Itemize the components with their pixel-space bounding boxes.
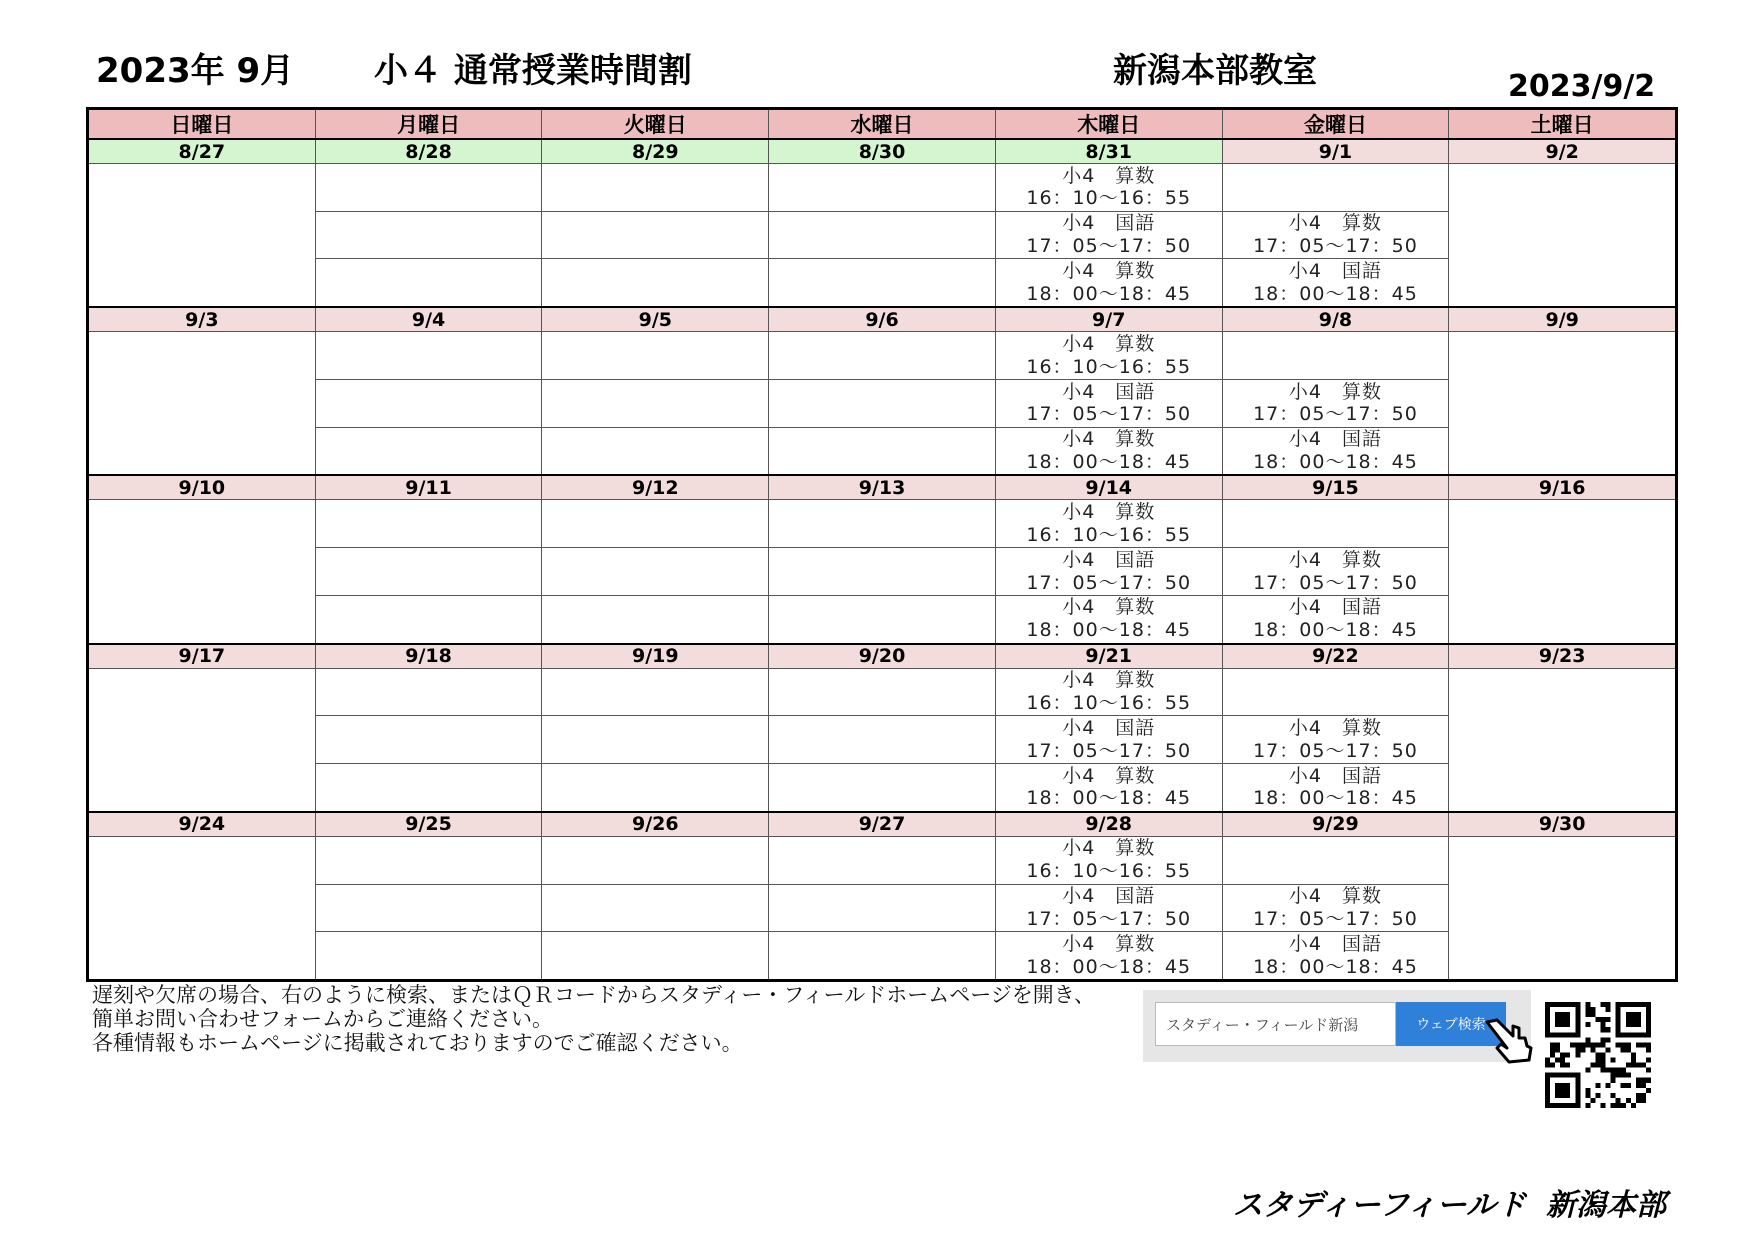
web-search-button[interactable]: ウェブ検索 [1396,1002,1506,1046]
date-cell: 8/31 [996,140,1223,163]
lesson-slot [542,259,768,306]
lesson-slot [769,500,995,548]
lesson-slot [542,428,768,475]
date-cell: 9/19 [542,645,769,668]
weekday-header: 月曜日 [316,110,543,138]
lesson-subject: 小4 国語 [1288,260,1382,283]
day-column [996,837,1223,979]
lesson-slot [996,500,1222,548]
lesson-slot [1223,716,1449,764]
lesson-subject: 小4 算数 [1288,716,1382,739]
day-column [1223,164,1450,306]
date-cell: 9/21 [996,645,1223,668]
day-column [1223,500,1450,642]
search-input[interactable]: スタディー・フィールド新潟 [1155,1002,1396,1046]
lesson-subject: 小4 算数 [1288,212,1382,235]
lesson-time: 16：10～16：55 [1026,691,1192,714]
lesson-time: 17：05～17：50 [1253,235,1418,258]
lesson-time: 18：00～18：45 [1026,787,1192,810]
date-cell: 9/27 [769,813,996,836]
lesson-slot [996,885,1222,933]
calendar-table [86,107,1678,982]
day-column [316,669,543,811]
lesson-slot [316,428,542,475]
day-column [316,332,543,474]
date-row [89,140,1675,164]
lesson-slot [769,332,995,380]
lesson-slot [996,837,1222,885]
date-cell: 9/26 [542,813,769,836]
day-column [996,500,1223,642]
lesson-slot [316,380,542,428]
pointing-hand-icon [1483,1016,1535,1064]
lesson-slot [316,885,542,933]
day-column [316,837,543,979]
date-cell: 9/9 [1449,308,1675,331]
lesson-slot [1223,332,1449,380]
lesson-slot [542,548,768,596]
week-row [89,140,1675,308]
lesson-slot [1449,837,1675,979]
lesson-subject: 小4 算数 [1062,260,1156,283]
date-cell: 8/30 [769,140,996,163]
lesson-slot [542,716,768,764]
lesson-subject: 小4 算数 [1062,932,1156,955]
date-cell: 9/22 [1223,645,1450,668]
day-column [996,332,1223,474]
lesson-slot [769,596,995,643]
lesson-slot [1223,164,1449,212]
footer-brand [1213,1180,1666,1224]
lesson-subject: 小4 算数 [1062,596,1156,619]
slots-area [89,164,1675,306]
day-column [1449,164,1675,306]
notes [92,983,1095,1055]
lesson-subject: 小4 国語 [1062,716,1156,739]
lesson-slot [1449,164,1675,306]
day-column [1449,837,1675,979]
lesson-time: 17：05～17：50 [1253,739,1418,762]
lesson-subject: 小4 国語 [1062,380,1156,403]
lesson-slot [1223,596,1449,643]
lesson-slot [1449,669,1675,811]
lesson-slot [316,500,542,548]
lesson-slot [996,669,1222,717]
date-row [89,813,1675,837]
schedule-title: 小４ 通常授業時間割 [374,51,692,91]
date-row [89,645,1675,669]
weekday-header: 土曜日 [1449,110,1675,138]
week-row [89,476,1675,644]
lesson-time: 17：05～17：50 [1026,235,1192,258]
lesson-slot [316,259,542,306]
lesson-time: 17：05～17：50 [1026,403,1192,426]
day-column [996,164,1223,306]
lesson-time: 16：10～16：55 [1026,355,1192,378]
date-cell: 9/20 [769,645,996,668]
lesson-slot [316,764,542,811]
lesson-subject: 小4 国語 [1288,932,1382,955]
lesson-slot [1223,212,1449,260]
date-cell: 9/16 [1449,476,1675,499]
lesson-slot [542,380,768,428]
day-column [316,500,543,642]
lesson-slot [542,932,768,979]
lesson-subject: 小4 国語 [1288,428,1382,451]
lesson-slot [769,716,995,764]
lesson-slot [316,212,542,260]
weekday-header: 日曜日 [89,110,316,138]
lesson-slot [542,332,768,380]
lesson-subject: 小4 算数 [1062,669,1156,692]
week-row [89,645,1675,813]
date-cell: 9/23 [1449,645,1675,668]
date-cell: 8/28 [316,140,543,163]
lesson-slot [542,885,768,933]
day-column [996,669,1223,811]
day-column [1449,500,1675,642]
day-column [89,669,316,811]
day-column [542,500,769,642]
lesson-time: 17：05～17：50 [1253,571,1418,594]
date-cell: 8/29 [542,140,769,163]
lesson-slot [769,212,995,260]
weekday-header: 火曜日 [542,110,769,138]
lesson-time: 18：00～18：45 [1253,619,1418,642]
lesson-slot [769,164,995,212]
lesson-subject: 小4 国語 [1062,885,1156,908]
lesson-slot [996,764,1222,811]
day-column [1449,669,1675,811]
month-title: 2023年 9月 [96,51,295,91]
day-column [542,669,769,811]
lesson-slot [996,596,1222,643]
lesson-subject: 小4 国語 [1062,548,1156,571]
lesson-slot [769,764,995,811]
lesson-slot [996,716,1222,764]
lesson-slot [1223,548,1449,596]
lesson-slot [996,380,1222,428]
weekday-header: 金曜日 [1223,110,1450,138]
lesson-time: 18：00～18：45 [1253,451,1418,474]
lesson-subject: 小4 算数 [1062,164,1156,187]
lesson-time: 16：10～16：55 [1026,187,1192,210]
note-line: 遅刻や欠席の場合、右のように検索、またはＱＲコードからスタディー・フィールドホームページを開き、 [92,983,1095,1007]
slots-area [89,332,1675,474]
date-cell: 9/29 [1223,813,1450,836]
lesson-slot [1449,332,1675,474]
lesson-slot [769,669,995,717]
lesson-slot [996,932,1222,979]
date-row [89,476,1675,500]
lesson-slot [769,428,995,475]
lesson-slot [996,164,1222,212]
lesson-time: 18：00～18：45 [1026,619,1192,642]
lesson-subject: 小4 国語 [1288,764,1382,787]
day-column [542,164,769,306]
lesson-slot [1223,380,1449,428]
lesson-slot [769,837,995,885]
lesson-slot [316,669,542,717]
branch-name: 新潟本部 [1546,1188,1666,1223]
day-column [769,837,996,979]
day-column [89,164,316,306]
lesson-slot [542,212,768,260]
lesson-time: 18：00～18：45 [1253,955,1418,978]
day-column [1223,332,1450,474]
date-cell: 9/11 [316,476,543,499]
day-column [316,164,543,306]
lesson-time: 18：00～18：45 [1026,451,1192,474]
date-cell: 9/3 [89,308,316,331]
lesson-slot [89,164,315,306]
lesson-slot [316,332,542,380]
lesson-subject: 小4 算数 [1288,380,1382,403]
date-cell: 9/1 [1223,140,1450,163]
lesson-time: 17：05～17：50 [1026,907,1192,930]
lesson-slot [769,932,995,979]
lesson-slot [769,380,995,428]
slots-area [89,837,1675,979]
lesson-slot [542,837,768,885]
lesson-subject: 小4 算数 [1062,332,1156,355]
week-row [89,308,1675,476]
weekday-header: 水曜日 [769,110,996,138]
school-name: 新潟本部教室 [1113,51,1317,91]
lesson-slot [1223,764,1449,811]
date-cell: 9/30 [1449,813,1675,836]
lesson-slot [542,596,768,643]
week-row [89,813,1675,979]
date-cell: 9/18 [316,645,543,668]
lesson-slot [1223,259,1449,306]
qr-code-icon [1545,1002,1651,1108]
note-line: 簡単お問い合わせフォームからご連絡ください。 [92,1007,553,1031]
lesson-slot [996,332,1222,380]
lesson-slot [89,332,315,474]
lesson-slot [1223,932,1449,979]
lesson-slot [996,212,1222,260]
date-row [89,308,1675,332]
date-cell: 9/24 [89,813,316,836]
lesson-slot [769,548,995,596]
lesson-time: 17：05～17：50 [1026,739,1192,762]
date-cell: 9/2 [1449,140,1675,163]
date-cell: 9/14 [996,476,1223,499]
lesson-time: 16：10～16：55 [1026,860,1192,883]
lesson-slot [1223,500,1449,548]
lesson-slot [316,548,542,596]
lesson-subject: 小4 算数 [1062,428,1156,451]
date-cell: 9/25 [316,813,543,836]
day-column [769,332,996,474]
lesson-time: 18：00～18：45 [1253,282,1418,305]
note-line: 各種情報もホームページに掲載されておりますのでご確認ください。 [92,1031,743,1055]
date-cell: 9/10 [89,476,316,499]
issue-date: 2023/9/2 [1508,69,1656,104]
day-column [1449,332,1675,474]
date-cell: 9/15 [1223,476,1450,499]
date-cell: 9/17 [89,645,316,668]
lesson-slot [1223,837,1449,885]
day-column [769,164,996,306]
lesson-slot [316,837,542,885]
day-column [89,332,316,474]
lesson-slot [769,885,995,933]
lesson-subject: 小4 算数 [1062,500,1156,523]
lesson-slot [542,164,768,212]
lesson-subject: 小4 算数 [1062,837,1156,860]
day-column [769,669,996,811]
slots-area [89,500,1675,642]
lesson-slot [542,764,768,811]
lesson-slot [1223,885,1449,933]
lesson-subject: 小4 算数 [1288,885,1382,908]
search-illustration [1143,990,1531,1062]
lesson-slot [1223,428,1449,475]
lesson-slot [316,716,542,764]
day-column [1223,837,1450,979]
lesson-slot [1449,500,1675,642]
lesson-slot [316,164,542,212]
date-cell: 9/12 [542,476,769,499]
lesson-slot [542,669,768,717]
date-cell: 9/7 [996,308,1223,331]
lesson-subject: 小4 国語 [1288,596,1382,619]
day-column [89,500,316,642]
date-cell: 9/6 [769,308,996,331]
date-cell: 9/8 [1223,308,1450,331]
lesson-slot [769,259,995,306]
lesson-time: 17：05～17：50 [1253,403,1418,426]
date-cell: 9/28 [996,813,1223,836]
lesson-slot [996,428,1222,475]
lesson-slot [89,500,315,642]
date-cell: 9/5 [542,308,769,331]
weekday-header-row [89,110,1675,140]
day-column [1223,669,1450,811]
lesson-slot [542,500,768,548]
lesson-slot [316,932,542,979]
day-column [542,837,769,979]
day-column [769,500,996,642]
lesson-time: 17：05～17：50 [1026,571,1192,594]
lesson-slot [996,548,1222,596]
lesson-time: 16：10～16：55 [1026,523,1192,546]
lesson-slot [89,669,315,811]
date-cell: 8/27 [89,140,316,163]
day-column [89,837,316,979]
lesson-subject: 小4 国語 [1062,212,1156,235]
lesson-time: 18：00～18：45 [1253,787,1418,810]
lesson-subject: 小4 算数 [1062,764,1156,787]
lesson-slot [89,837,315,979]
lesson-slot [996,259,1222,306]
brand-name: スタディーフィールド [1232,1188,1526,1223]
lesson-slot [1223,669,1449,717]
day-column [542,332,769,474]
lesson-time: 17：05～17：50 [1253,907,1418,930]
lesson-time: 18：00～18：45 [1026,282,1192,305]
date-cell: 9/13 [769,476,996,499]
lesson-subject: 小4 算数 [1288,548,1382,571]
weekday-header: 木曜日 [996,110,1223,138]
date-cell: 9/4 [316,308,543,331]
lesson-time: 18：00～18：45 [1026,955,1192,978]
slots-area [89,669,1675,811]
lesson-slot [316,596,542,643]
